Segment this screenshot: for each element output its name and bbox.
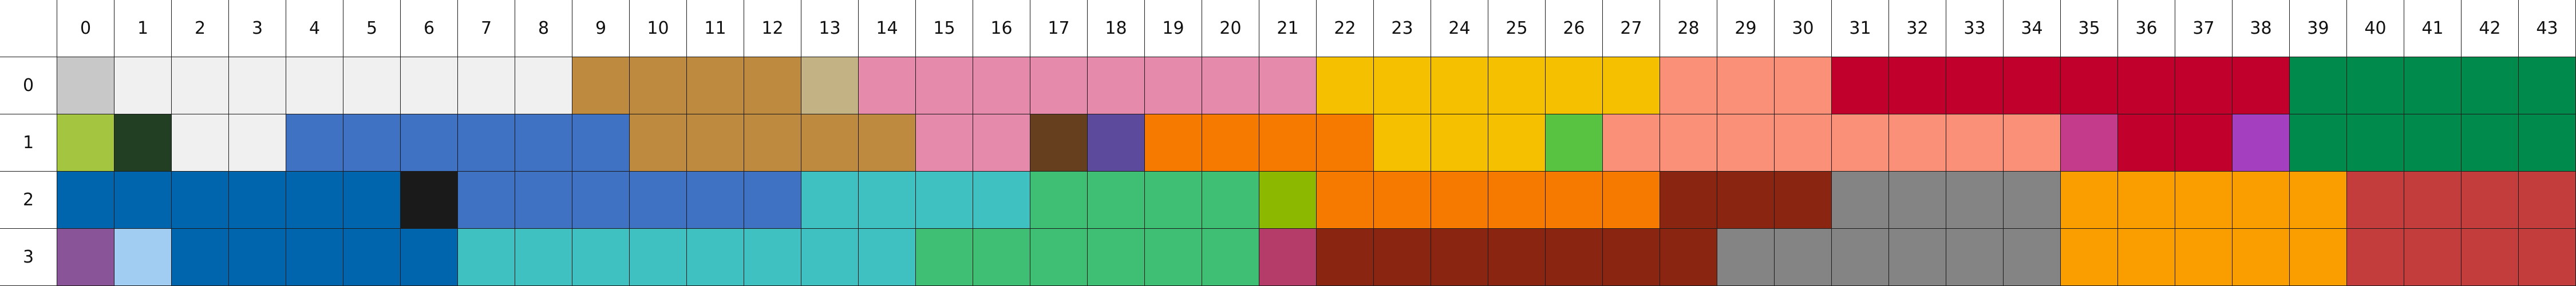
grid-cell [1603,114,1660,172]
grid-cell [2175,57,2233,114]
column-header: 18 [1088,0,1145,57]
grid-cell [1030,229,1088,286]
grid-cell [2004,172,2061,229]
grid-cell [401,172,458,229]
grid-cell [114,172,172,229]
column-header: 7 [458,0,515,57]
grid-cell [2233,229,2290,286]
grid-cell [744,57,801,114]
grid-cell [343,114,401,172]
grid-cell [2118,229,2175,286]
grid-cell [1145,172,1202,229]
grid-cell [2404,114,2462,172]
grid-cell [2233,172,2290,229]
column-header: 15 [916,0,973,57]
row-header: 3 [0,229,57,286]
grid-cell [1946,114,2004,172]
grid-cell [458,229,515,286]
grid-corner [0,0,57,57]
grid-cell [572,229,630,286]
column-header: 37 [2175,0,2233,57]
grid-cell [859,229,916,286]
grid-cell [57,172,114,229]
grid-cell [172,229,229,286]
grid-cell [801,57,859,114]
grid-cell [1889,229,1946,286]
grid-cell [1488,172,1546,229]
grid-cell [1088,57,1145,114]
grid-cell [343,57,401,114]
grid-cell [458,57,515,114]
grid-cell [2233,114,2290,172]
grid-cell [859,172,916,229]
grid-cell [1202,57,1259,114]
column-header: 27 [1603,0,1660,57]
column-header: 14 [859,0,916,57]
column-header: 0 [57,0,114,57]
column-header: 28 [1660,0,1717,57]
grid-cell [687,114,744,172]
grid-cell [1431,57,1488,114]
grid-cell [630,229,687,286]
grid-cell [2347,114,2404,172]
grid-cell [2290,172,2347,229]
grid-cell [1317,57,1374,114]
grid-cell [515,172,572,229]
column-header: 32 [1889,0,1946,57]
grid-cell [2004,229,2061,286]
grid-cell [2290,114,2347,172]
grid-cell [1603,57,1660,114]
column-header: 3 [229,0,286,57]
column-header: 43 [2519,0,2576,57]
grid-cell [2061,172,2118,229]
grid-cell [1546,114,1603,172]
grid-cell [1546,57,1603,114]
grid-cell [1660,172,1717,229]
grid-cell [687,172,744,229]
grid-cell [172,172,229,229]
column-header: 30 [1775,0,1832,57]
column-header: 40 [2347,0,2404,57]
grid-cell [2404,172,2462,229]
grid-cell [229,57,286,114]
column-header: 26 [1546,0,1603,57]
column-header: 23 [1374,0,1431,57]
row-header: 2 [0,172,57,229]
grid-cell [1603,229,1660,286]
grid-cell [343,229,401,286]
grid-cell [1202,172,1259,229]
grid-cell [2118,57,2175,114]
grid-cell [1546,172,1603,229]
grid-cell [401,114,458,172]
column-header: 6 [401,0,458,57]
column-header: 11 [687,0,744,57]
grid-cell [1603,172,1660,229]
column-header: 42 [2462,0,2519,57]
grid-cell [1202,114,1259,172]
grid-cell [114,229,172,286]
grid-cell [2004,114,2061,172]
grid-cell [1660,57,1717,114]
grid-cell [1832,229,1889,286]
column-header: 25 [1488,0,1546,57]
column-header: 9 [572,0,630,57]
row-header: 0 [0,57,57,114]
grid-cell [114,114,172,172]
grid-cell [229,172,286,229]
grid-cell [1145,229,1202,286]
grid-cell [1030,172,1088,229]
grid-cell [57,229,114,286]
grid-cell [1259,114,1317,172]
grid-cell [859,114,916,172]
grid-cell [1546,229,1603,286]
row-header: 1 [0,114,57,172]
grid-cell [2061,114,2118,172]
grid-cell [973,114,1030,172]
grid-cell [973,172,1030,229]
column-header: 10 [630,0,687,57]
grid-cell [801,114,859,172]
grid-cell [401,57,458,114]
grid-cell [286,114,343,172]
grid-cell [2347,57,2404,114]
grid-cell [1488,229,1546,286]
grid-cell [1717,229,1775,286]
grid-cell [1775,114,1832,172]
grid-cell [630,114,687,172]
grid-cell [1145,57,1202,114]
column-header: 19 [1145,0,1202,57]
grid-cell [286,172,343,229]
grid-cell [687,229,744,286]
grid-cell [572,57,630,114]
grid-cell [2004,57,2061,114]
column-header: 33 [1946,0,2004,57]
column-header: 2 [172,0,229,57]
grid-cell [1832,57,1889,114]
grid-cell [458,172,515,229]
grid-cell [515,57,572,114]
grid-cell [1889,114,1946,172]
column-header: 4 [286,0,343,57]
grid-cell [1775,57,1832,114]
grid-cell [801,172,859,229]
column-header: 12 [744,0,801,57]
grid-cell [1488,57,1546,114]
column-header: 36 [2118,0,2175,57]
grid-cell [1832,172,1889,229]
grid-cell [1832,114,1889,172]
grid-cell [1431,229,1488,286]
grid-cell [916,172,973,229]
grid-cell [1717,172,1775,229]
grid-cell [1374,114,1431,172]
grid-cell [401,229,458,286]
grid-cell [2519,114,2576,172]
grid-cell [2118,114,2175,172]
grid-cell [916,229,973,286]
grid-cell [1088,172,1145,229]
grid-cell [57,57,114,114]
grid-cell [2462,57,2519,114]
grid-cell [1889,172,1946,229]
grid-cell [2462,172,2519,229]
column-header: 1 [114,0,172,57]
grid-cell [1946,229,2004,286]
grid-cell [1660,229,1717,286]
column-header: 16 [973,0,1030,57]
grid-cell [572,172,630,229]
column-header: 29 [1717,0,1775,57]
grid-cell [1030,57,1088,114]
grid-cell [2061,57,2118,114]
grid-cell [1374,57,1431,114]
grid-cell [2462,229,2519,286]
grid-cell [687,57,744,114]
column-header: 8 [515,0,572,57]
column-header: 41 [2404,0,2462,57]
grid-cell [2118,172,2175,229]
grid-cell [1145,114,1202,172]
grid-cell [2462,114,2519,172]
grid-cell [1259,229,1317,286]
grid-cell [2175,172,2233,229]
grid-cell [1717,57,1775,114]
grid-cell [1660,114,1717,172]
grid-cell [515,114,572,172]
grid-cell [1317,114,1374,172]
grid-cell [1431,114,1488,172]
grid-cell [1317,172,1374,229]
grid-cell [2061,229,2118,286]
grid-cell [1088,229,1145,286]
column-header: 39 [2290,0,2347,57]
grid-cell [515,229,572,286]
column-header: 31 [1832,0,1889,57]
column-header: 5 [343,0,401,57]
grid-cell [973,229,1030,286]
grid-cell [1317,229,1374,286]
grid-cell [2175,229,2233,286]
column-header: 38 [2233,0,2290,57]
grid-cell [630,57,687,114]
column-header: 13 [801,0,859,57]
grid-cell [973,57,1030,114]
grid-cell [2519,229,2576,286]
grid-cell [744,114,801,172]
grid-cell [916,114,973,172]
grid-cell [286,229,343,286]
grid-cell [1775,229,1832,286]
column-header: 20 [1202,0,1259,57]
grid-cell [630,172,687,229]
grid-cell [2290,57,2347,114]
grid-cell [343,172,401,229]
column-header: 17 [1030,0,1088,57]
grid-cell [1259,57,1317,114]
grid-cell [2519,57,2576,114]
grid-cell [801,229,859,286]
grid-cell [2347,172,2404,229]
grid-cell [1259,172,1317,229]
grid-cell [1717,114,1775,172]
grid-cell [229,114,286,172]
grid-cell [1202,229,1259,286]
grid-cell [2290,229,2347,286]
column-header: 21 [1259,0,1317,57]
grid-cell [458,114,515,172]
grid-cell [172,114,229,172]
grid-cell [1488,114,1546,172]
grid-cell [1374,229,1431,286]
grid-cell [172,57,229,114]
grid-cell [286,57,343,114]
column-header: 34 [2004,0,2061,57]
column-header: 24 [1431,0,1488,57]
grid-cell [1088,114,1145,172]
grid-cell [572,114,630,172]
grid-cell [859,57,916,114]
grid-cell [2519,172,2576,229]
grid-cell [1431,172,1488,229]
grid-cell [1775,172,1832,229]
grid-cell [114,57,172,114]
column-header: 35 [2061,0,2118,57]
grid-cell [1889,57,1946,114]
grid-cell [2175,114,2233,172]
grid-cell [1374,172,1431,229]
grid-cell [744,229,801,286]
grid-cell [2347,229,2404,286]
grid-cell [916,57,973,114]
grid-cell [744,172,801,229]
grid-cell [1946,57,2004,114]
grid-cell [2233,57,2290,114]
grid-cell [57,114,114,172]
grid-cell [1946,172,2004,229]
grid-cell [1030,114,1088,172]
grid-cell [229,229,286,286]
column-header: 22 [1317,0,1374,57]
grid-cell [2404,229,2462,286]
grid-cell [2404,57,2462,114]
